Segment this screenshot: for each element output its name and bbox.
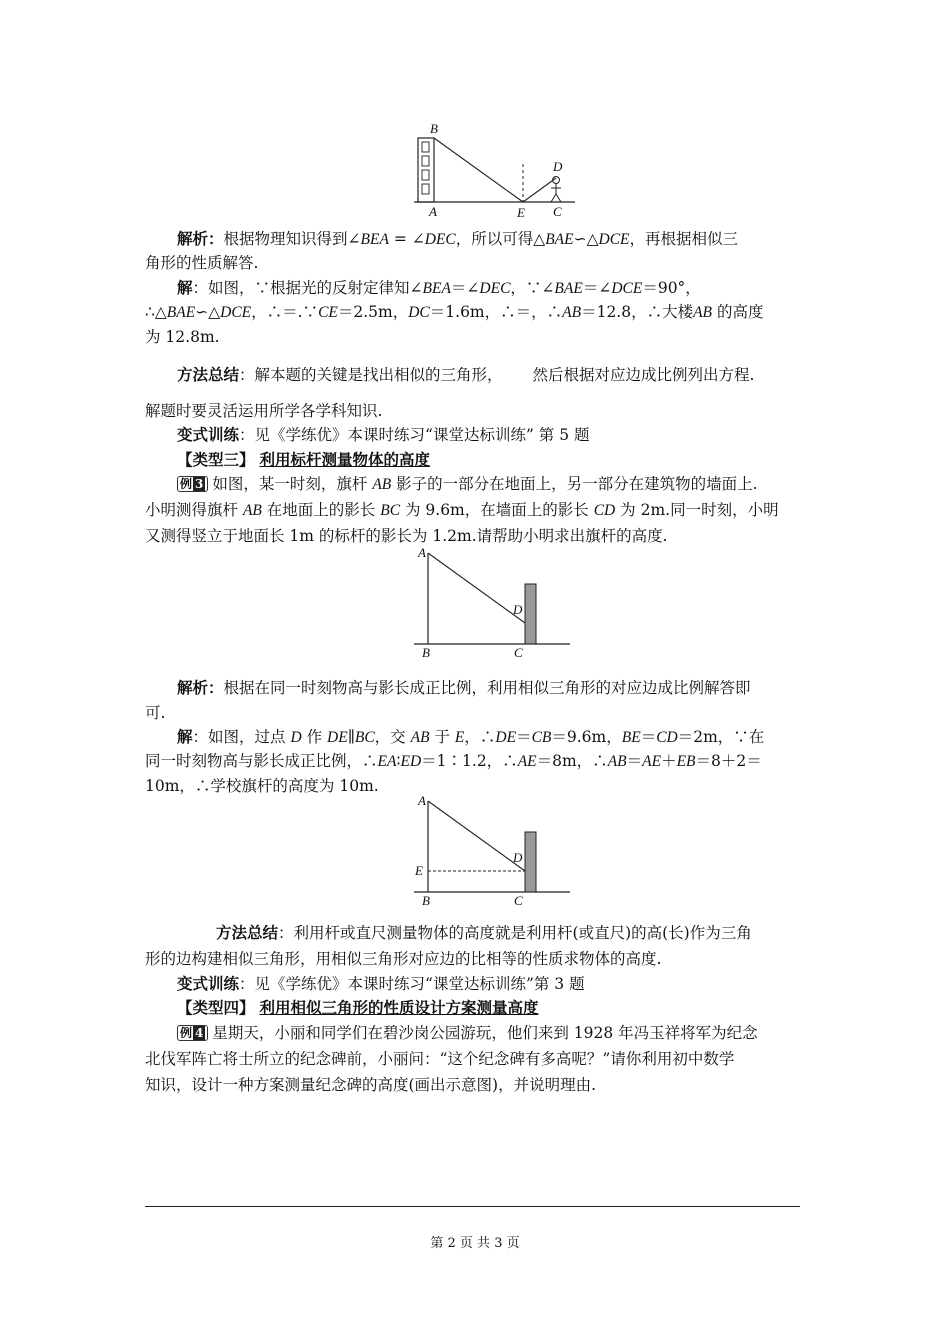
- type3-analysis-line2: 可.: [145, 704, 166, 722]
- type3-analysis-line1: 解析：根据在同一时刻物高与影长成正比例，利用相似三角形的对应边成比例解答即: [177, 678, 751, 697]
- type3-solution-line3: 10m，∴学校旗杆的高度为 10m.: [145, 777, 379, 795]
- type4-question-line2: 北伐军阵亡将士所立的纪念碑前，小丽问：“这个纪念碑有多高呢？”请你利用初中数学: [145, 1050, 735, 1068]
- label-B: B: [422, 893, 430, 908]
- type3-question-line2: 小明测得旗杆 AB 在地面上的影长 BC 为 9.6m，在墙面上的影长 CD 为 2m.同一时刻，小明: [145, 501, 779, 519]
- type3-solution-line1: 解：如图，过点 D 作 DE∥BC，交 AB 于 E，∴DE＝CB＝9.6m，BE＝CD＝2m，∵在: [177, 727, 765, 746]
- figure-building-reflection: [410, 118, 580, 222]
- person-leg: [556, 194, 561, 202]
- type3-heading: 【类型三】 利用标杆测量物体的高度: [177, 450, 430, 469]
- label-A: A: [418, 545, 426, 560]
- type4-heading: 【类型四】 利用相似三角形的性质设计方案测量高度: [177, 998, 539, 1017]
- label-A: A: [429, 204, 437, 219]
- light-ray-ed: [523, 178, 556, 202]
- label-E: E: [415, 863, 423, 878]
- type3-question-line3: 又测得竖立于地面长 1m 的标杆的影长为 1.2m.请帮助小明求出旗杆的高度.: [145, 527, 668, 545]
- label-C: C: [514, 645, 523, 660]
- example-4-badge: 例 4: [177, 1025, 208, 1041]
- footer-divider: [145, 1206, 800, 1207]
- example-3-badge: 例 3: [177, 476, 208, 492]
- wall: [525, 832, 536, 892]
- page-number: 第 2 页 共 3 页: [430, 1236, 520, 1251]
- type3-variant: 变式训练：见《学练优》本课时练习“课堂达标训练”第 3 题: [177, 974, 585, 993]
- label-E: E: [517, 205, 525, 220]
- ex2-solution-line3: 为 12.8m.: [145, 328, 220, 346]
- type3-question-line1: 例 3 如图，某一时刻，旗杆 AB 影子的一部分在地面上，另一部分在建筑物的墙面上.: [177, 473, 810, 496]
- ex2-method-line1: 方法总结：解本题的关键是找出相似的三角形， 然后根据对应边成比例列出方程.: [177, 365, 755, 384]
- label-D: D: [553, 159, 563, 174]
- label-D: D: [513, 602, 523, 617]
- ex2-solution-line2: ∴△BAE∽△DCE，∴＝.∵CE＝2.5m，DC＝1.6m，∴＝，∴AB＝12.8，∴大楼AB 的高度: [145, 303, 764, 321]
- type3-method-line1: 方法总结：利用杆或直尺测量物体的高度就是利用杆(或直尺)的高(长)作为三角: [216, 923, 752, 942]
- shadow-ray-ad: [428, 553, 525, 623]
- label-A: A: [418, 793, 426, 808]
- type4-question-line1: 例 4 星期天，小丽和同学们在碧沙岗公园游玩，他们来到 1928 年冯玉祥将军为纪念: [177, 1022, 810, 1044]
- figure-flagpole-solution: [410, 793, 580, 911]
- building-window: [422, 156, 429, 166]
- light-ray-be: [434, 138, 523, 202]
- label-D: D: [513, 850, 523, 865]
- ex2-analysis-line2: 角形的性质解答.: [145, 254, 259, 272]
- shadow-ray-ad: [428, 801, 525, 871]
- label-C: C: [514, 893, 523, 908]
- label-B: B: [430, 121, 438, 136]
- building-window: [422, 170, 429, 180]
- person-leg: [551, 194, 556, 202]
- building-window: [422, 184, 429, 194]
- type3-solution-line2: 同一时刻物高与影长成正比例，∴EA∶ED＝1∶1.2，∴AE＝8m，∴AB＝AE＋EB＝8＋2＝: [145, 752, 762, 770]
- ex2-method-line2: 解题时要灵活运用所学各学科知识.: [145, 402, 383, 420]
- building-window: [422, 142, 429, 152]
- ex2-analysis-line1: 解析：根据物理知识得到∠BEA = ∠DEC，所以可得△BAE∽△DCE，再根据相似三: [177, 229, 739, 248]
- label-C: C: [553, 204, 562, 219]
- ex2-variant: 变式训练：见《学练优》本课时练习“课堂达标训练” 第 5 题: [177, 425, 590, 444]
- ex2-solution-line1: 解：如图，∵根据光的反射定律知∠BEA＝∠DEC，∵∠BAE＝∠DCE＝90°，: [177, 278, 701, 297]
- type4-question-line3: 知识，设计一种方案测量纪念碑的高度(画出示意图)，并说明理由.: [145, 1076, 597, 1094]
- figure-flagpole-shadow: [410, 545, 580, 663]
- type3-method-line2: 形的边构建相似三角形，用相似三角形对应边的比相等的性质求物体的高度.: [145, 950, 662, 968]
- label-B: B: [422, 645, 430, 660]
- wall: [525, 584, 536, 644]
